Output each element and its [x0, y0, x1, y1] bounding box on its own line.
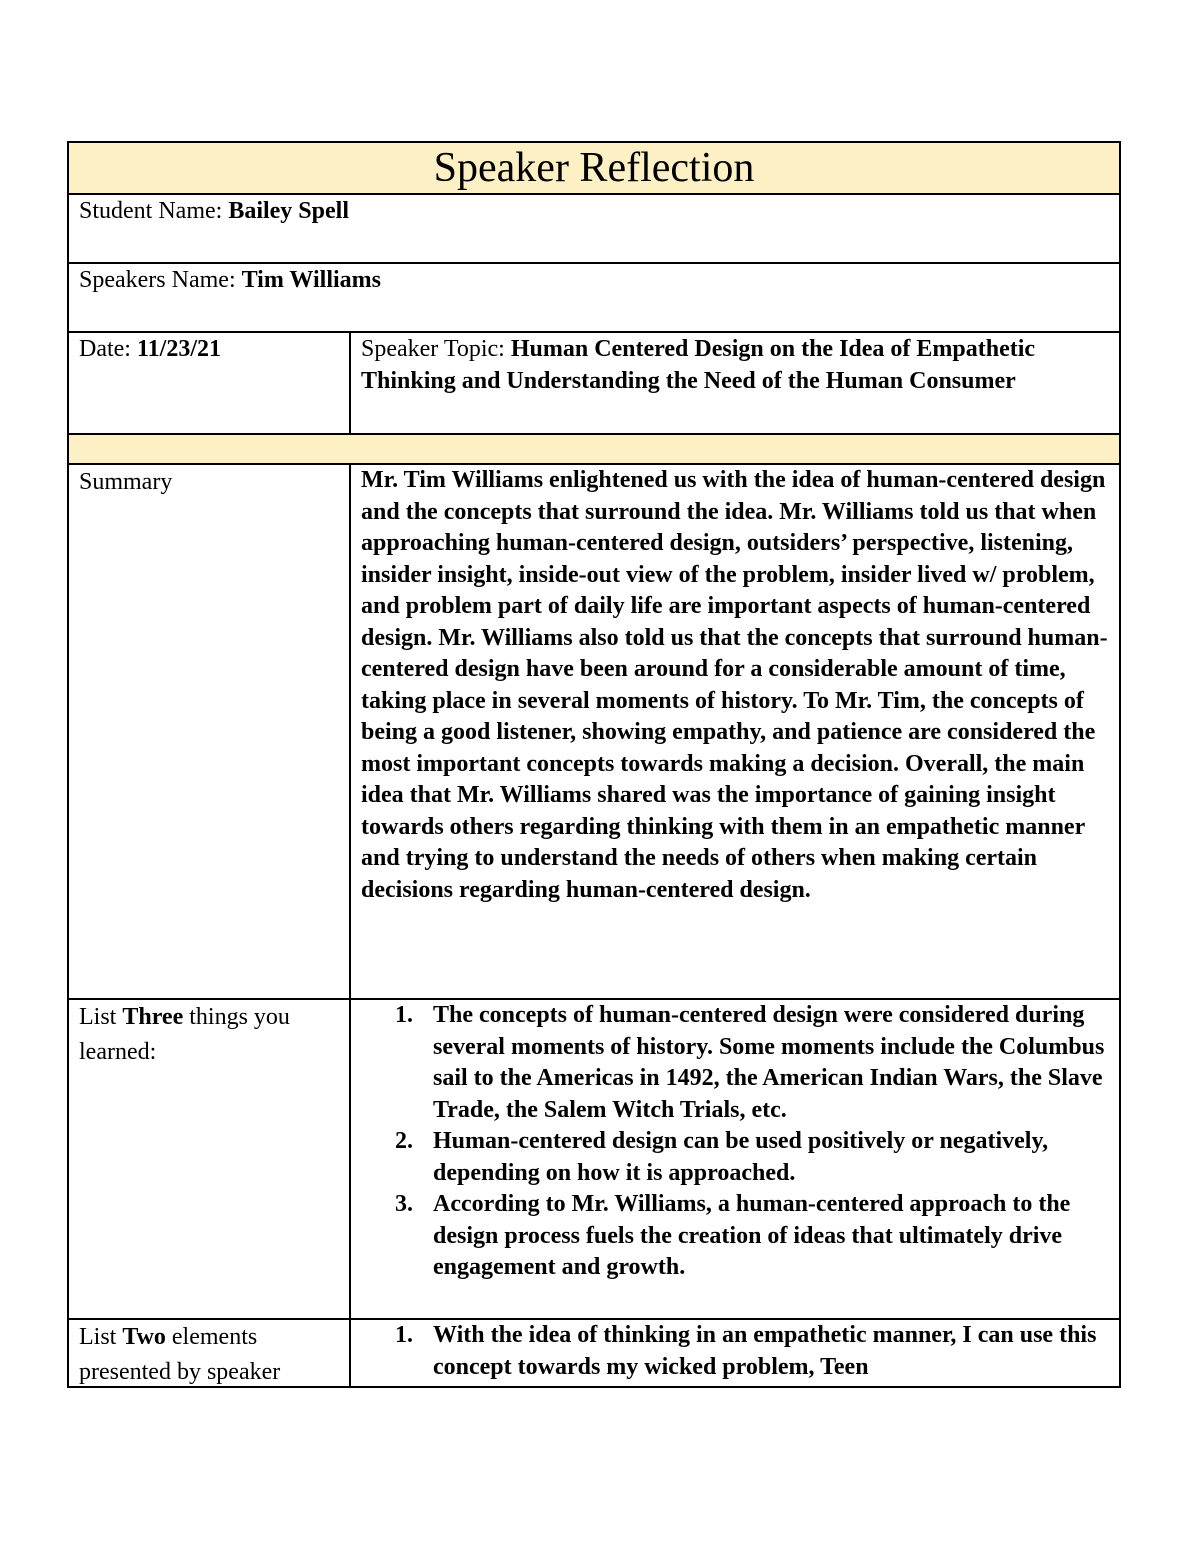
speaker-name-row: [68, 263, 1120, 332]
form-title: Speaker Reflection: [68, 142, 1120, 194]
learned-label-bold: Three: [122, 1004, 184, 1030]
list-item: [361, 1126, 1109, 1189]
list-item: [361, 1000, 1109, 1126]
list-item-text: With the idea of thinking in an empathetic manner, I can use this concept towards my wicked problem, Teen: [433, 1322, 1097, 1380]
elements-items-cell: [350, 1319, 1120, 1387]
learned-list: [361, 1000, 1109, 1284]
speaker-name-value: Tim Williams: [241, 267, 381, 293]
list-item-text: Human-centered design can be used positively or negatively, depending on how it is approached.: [433, 1128, 1049, 1186]
list-item-text: According to Mr. Williams, a human-centered approach to the design process fuels the creation of ideas that ultimately drive engagement and growth.: [433, 1191, 1071, 1280]
topic-value: Human Centered Design on the Idea of Empathetic Thinking and Understanding the Need of the Human Consumer: [361, 336, 1036, 394]
student-name-label: Student Name:: [79, 198, 223, 224]
elements-label-suffix: elements presented by speaker: [79, 1324, 281, 1384]
date-cell: [68, 332, 350, 434]
list-number: 3.: [395, 1191, 413, 1217]
list-item: [361, 1189, 1109, 1284]
summary-label: Summary: [79, 469, 173, 495]
summary-text-cell: [350, 464, 1120, 999]
summary-text: Mr. Tim Williams enlightened us with the idea of human-centered design and the concepts that surround the idea. Mr. Williams told us that when approaching human-centered design, outsiders’ perspective, listening, insider insight, inside-out view of the problem, insider lived w/ problem, and problem part of daily life are important aspects of human-centered design. Mr. Williams also told us that the concepts that surround human-centered design have been around for a considerable amount of time, taking place in several moments of history. To Mr. Tim, the concepts of being a good listener, showing empathy, and patience are considered the most important concepts towards making a decision. Overall, the main idea that Mr. Williams shared was the importance of gaining insight towards others regarding thinking with them in an empathetic manner and trying to understand the needs of others when making certain decisions regarding human-centered design.: [361, 467, 1108, 903]
speaker-name-label: Speakers Name:: [79, 267, 236, 293]
list-item-text: The concepts of human-centered design were considered during several moments of history. Some moments include the Columbus sail to the Americas in 1492, the American Indian Wars, the Slave Trade, the Salem Witch Trials, etc.: [433, 1002, 1105, 1123]
speaker-reflection-form: [67, 141, 1121, 1388]
summary-label-cell: [68, 464, 350, 999]
list-item: [361, 1320, 1109, 1383]
elements-label-bold: Two: [122, 1324, 166, 1350]
learned-label-cell: [68, 999, 350, 1319]
student-name-value: Bailey Spell: [228, 198, 349, 224]
elements-list: [361, 1320, 1109, 1383]
learned-label-suffix: things you learned:: [79, 1004, 290, 1065]
elements-label-cell: [68, 1319, 350, 1387]
learned-items-cell: [350, 999, 1120, 1319]
topic-label: Speaker Topic:: [361, 336, 505, 362]
elements-label-prefix: List: [79, 1324, 117, 1350]
student-name-row: [68, 194, 1120, 263]
list-number: 1.: [395, 1002, 413, 1028]
section-divider: [68, 434, 1120, 464]
list-number: 2.: [395, 1128, 413, 1154]
topic-cell: [350, 332, 1120, 434]
list-number: 1.: [395, 1322, 413, 1348]
date-label: Date:: [79, 336, 131, 362]
date-value: 11/23/21: [136, 336, 221, 362]
learned-label-prefix: List: [79, 1004, 117, 1030]
